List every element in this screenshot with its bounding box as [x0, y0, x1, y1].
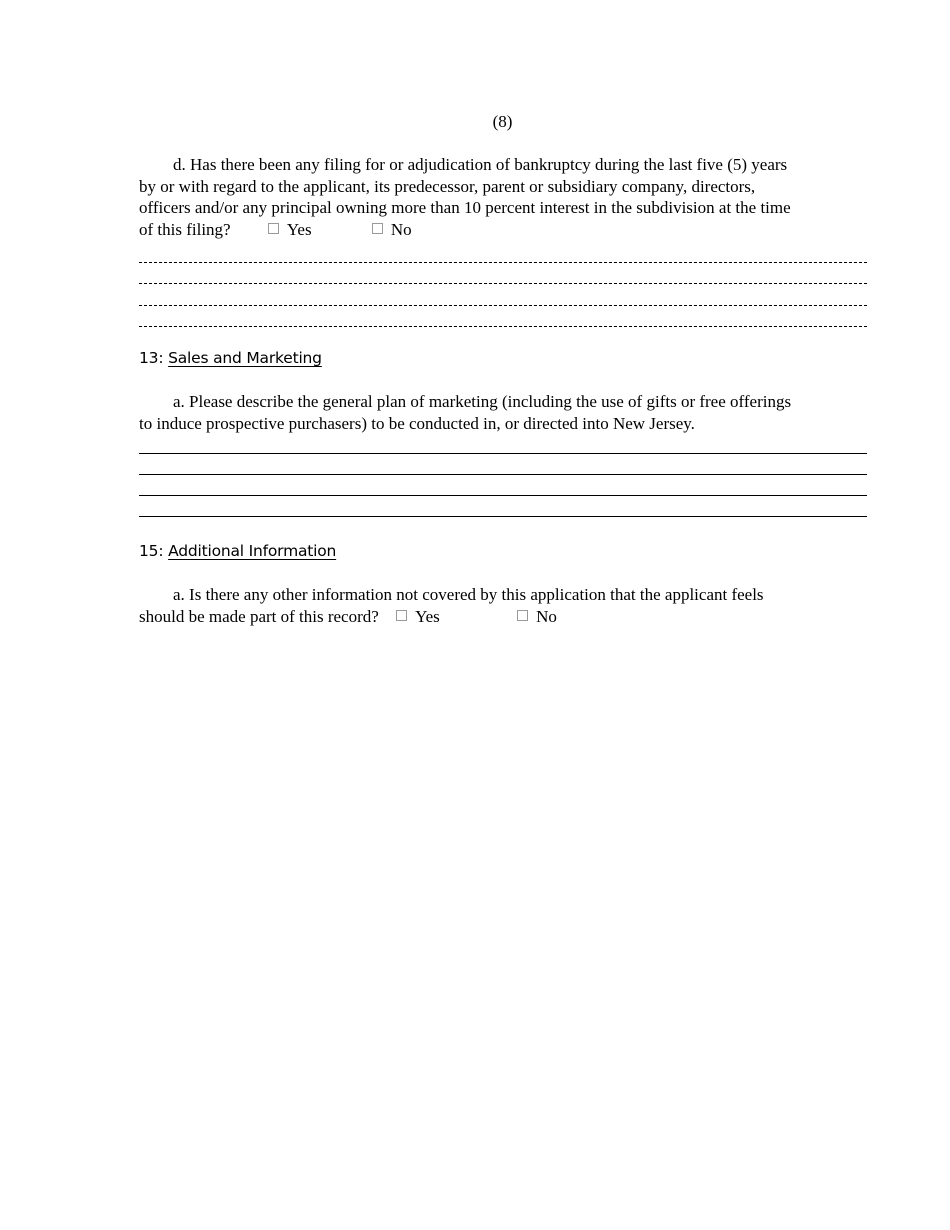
answer-line[interactable]: [139, 308, 867, 329]
question-13a-line-1: a. Please describe the general plan of marketing (including the use of gifts or free offerings: [173, 392, 792, 411]
answer-line[interactable]: [139, 496, 867, 517]
question-12d: [139, 154, 869, 240]
question-13a-line-2: to induce prospective purchasers) to be conducted in, or directed into New Jersey.: [139, 413, 695, 433]
question-12d-line-1: d. Has there been any filing for or adjudication of bankruptcy during the last five (5) years: [173, 155, 788, 174]
section-13-heading: [139, 348, 322, 368]
question-15a-line-2: should be made part of this record? Yes No: [139, 606, 557, 626]
section-13-number: 13:: [139, 349, 164, 367]
question-12d-line-2: by or with regard to the applicant, its predecessor, parent or subsidiary company, directors,: [139, 176, 756, 196]
answer-line[interactable]: [139, 433, 867, 454]
question-15a-line-1: a. Is there any other information not covered by this application that the applicant feels: [173, 585, 764, 604]
question-13a: [139, 391, 869, 434]
q15a-yes-option[interactable]: [396, 606, 440, 628]
section-15-number: 15:: [139, 542, 164, 560]
page-number: (8): [492, 112, 513, 131]
q13a-answer-lines[interactable]: [139, 433, 867, 517]
q12d-yes-label: Yes: [286, 219, 312, 239]
answer-line[interactable]: [139, 244, 867, 265]
q12d-no-option[interactable]: [372, 219, 412, 241]
question-12d-line-4: of this filing? Yes No: [139, 219, 412, 239]
q12d-yes-option[interactable]: [268, 219, 312, 241]
answer-line[interactable]: [139, 475, 867, 496]
q12d-no-label: No: [390, 219, 412, 239]
q15a-yes-label: Yes: [415, 606, 440, 626]
answer-line[interactable]: [139, 286, 867, 307]
question-15a: [139, 584, 869, 627]
q12d-yes-checkbox[interactable]: [268, 223, 279, 234]
q15a-yes-checkbox[interactable]: [396, 610, 407, 621]
section-13-title: Sales and Marketing: [168, 349, 322, 367]
q15a-no-checkbox[interactable]: [517, 610, 528, 621]
section-15-title: Additional Information: [168, 542, 337, 560]
question-12d-line-3: officers and/or any principal owning more than 10 percent interest in the subdivision at the time: [139, 198, 791, 218]
q12d-answer-lines[interactable]: [139, 244, 867, 329]
section-15-heading: [139, 541, 336, 561]
q15a-no-label: No: [536, 606, 557, 626]
q15a-no-option[interactable]: [517, 606, 557, 628]
answer-line[interactable]: [139, 454, 867, 475]
answer-line[interactable]: [139, 265, 867, 286]
q12d-no-checkbox[interactable]: [372, 223, 383, 234]
